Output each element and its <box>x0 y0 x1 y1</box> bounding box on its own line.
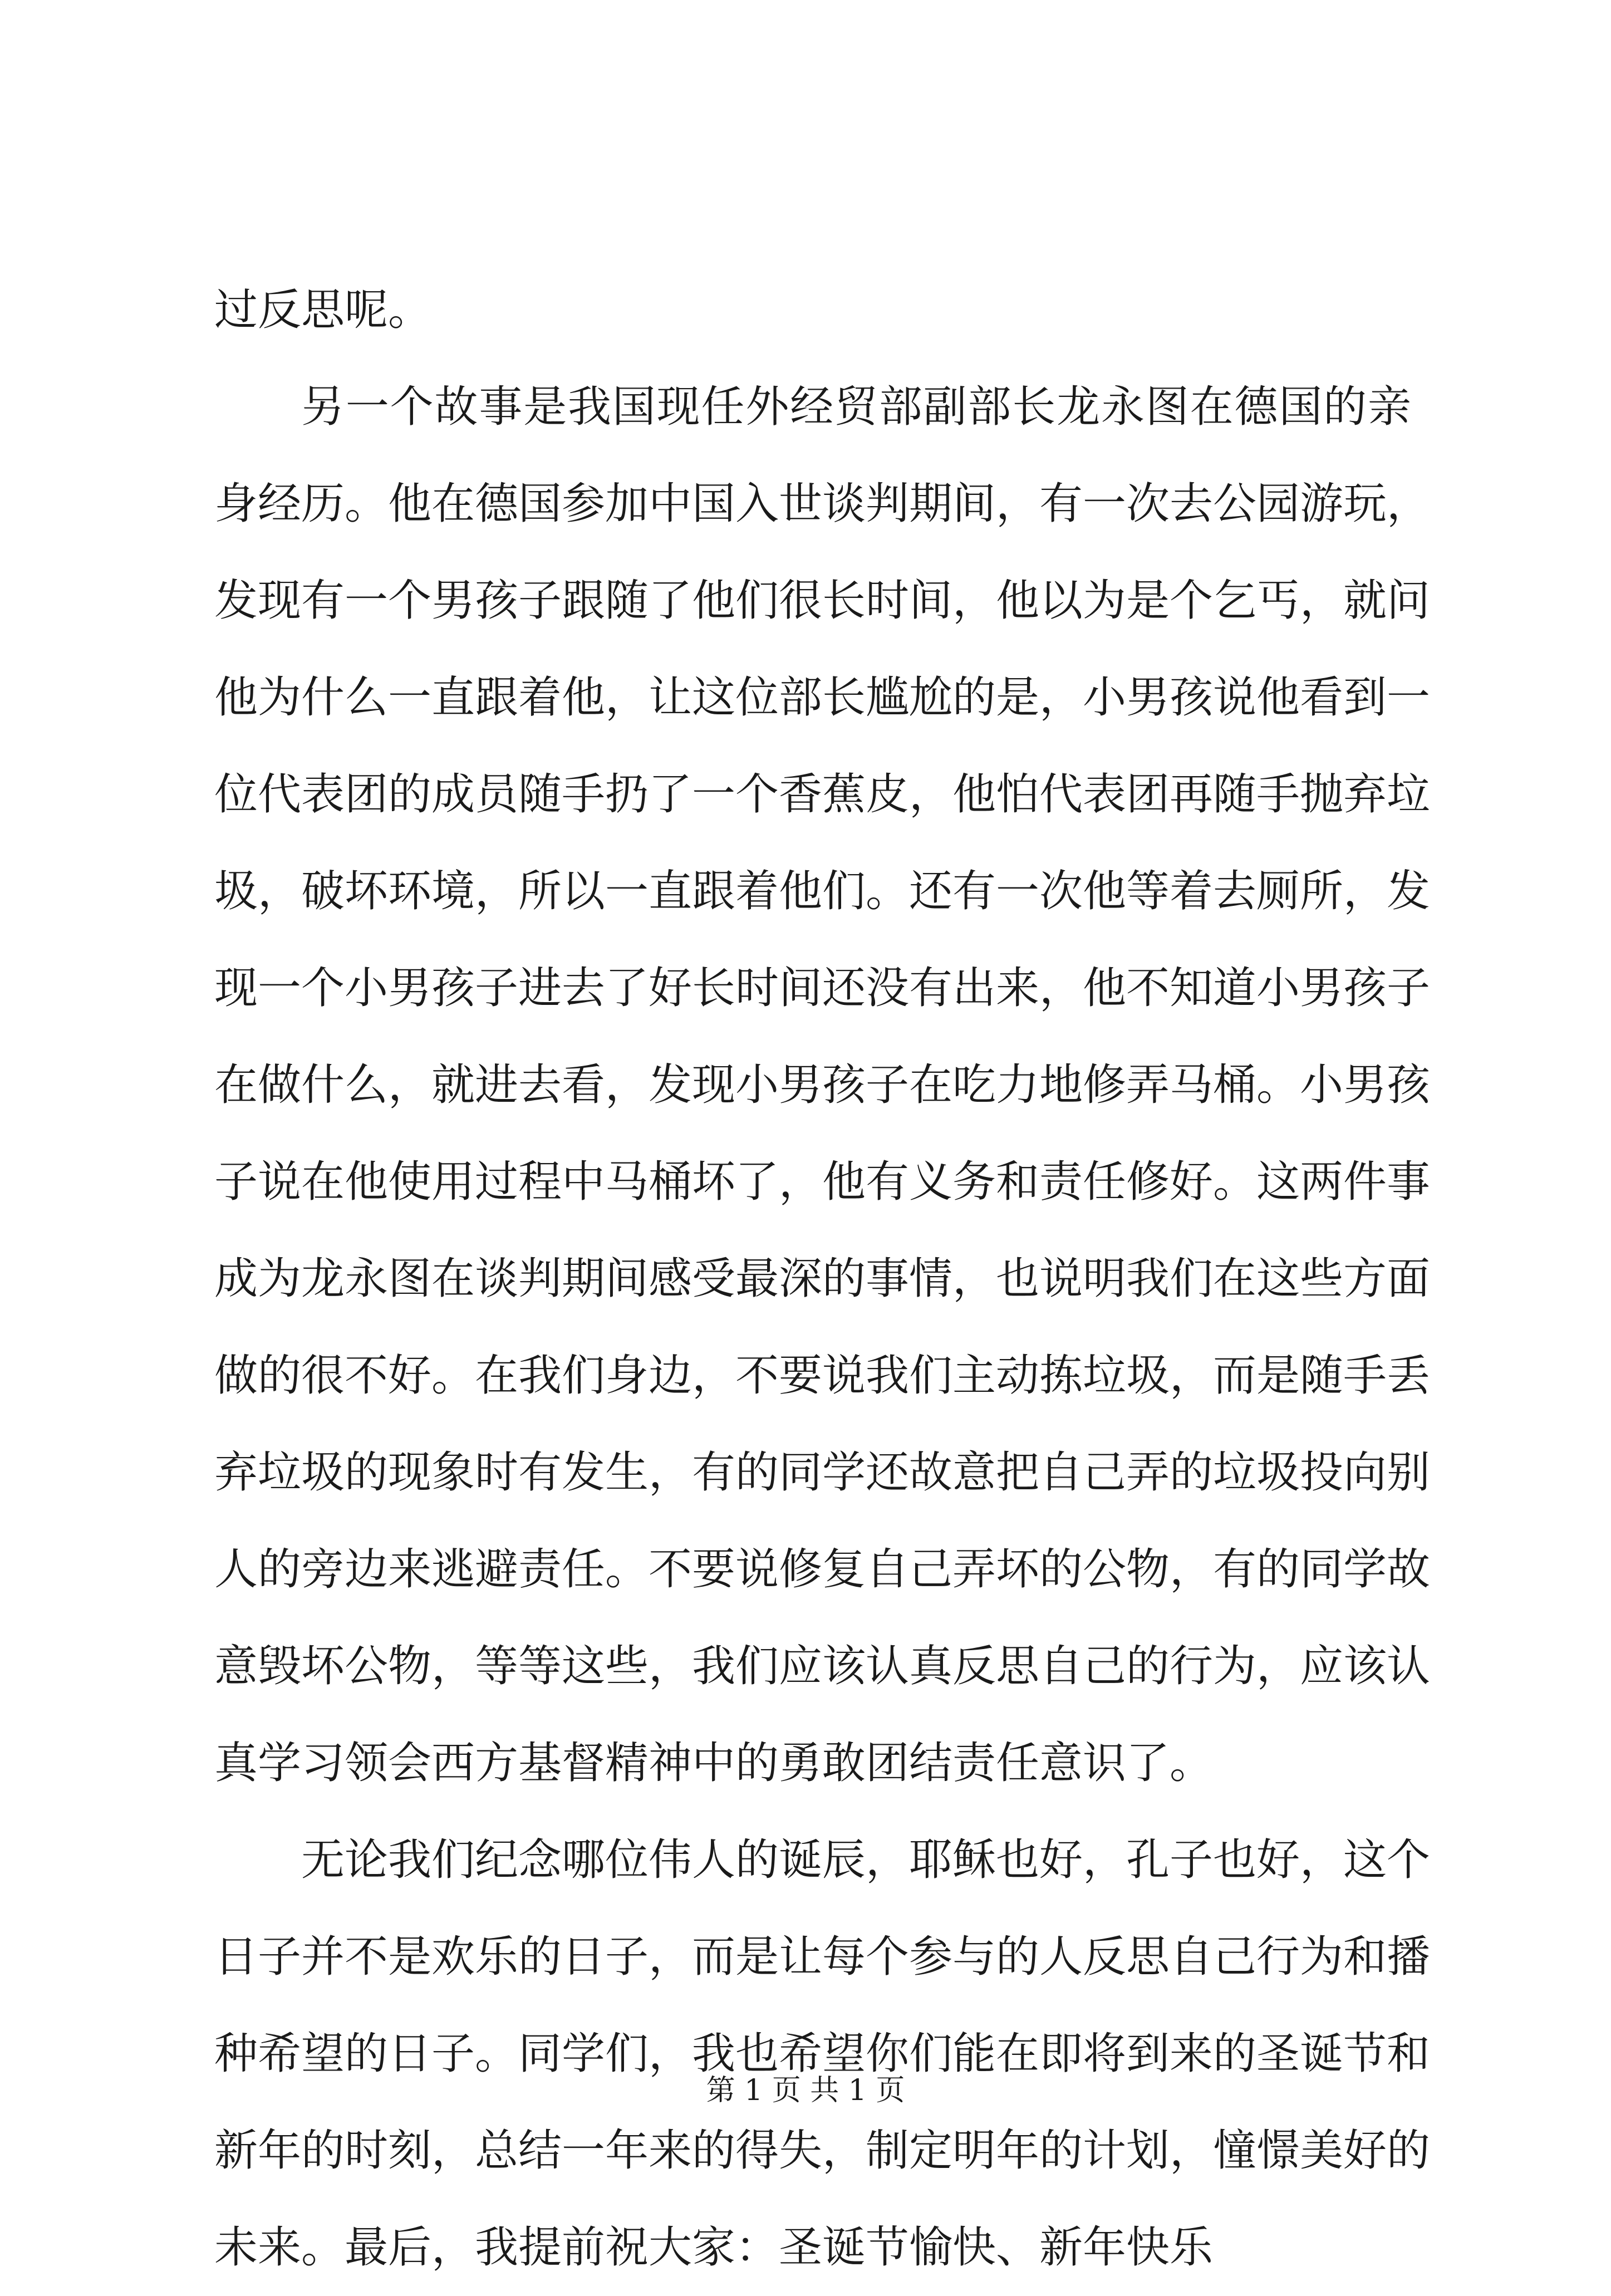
page-footer <box>0 2071 1611 2110</box>
paragraph-line: 另一个故事是我国现任外经贸部副部长龙永图在德国的亲 <box>301 382 1411 432</box>
paragraph-line: 现一个小男孩子进去了好长时间还没有出来，他不知道小男孩子 <box>214 963 1431 1013</box>
paragraph-line: 意毁坏公物，等等这些，我们应该认真反思自己的行为，应该认 <box>214 1641 1431 1691</box>
paragraph-line: 他为什么一直跟着他，让这位部长尴尬的是，小男孩说他看到一 <box>214 673 1431 723</box>
paragraph-2 <box>214 359 1431 1812</box>
paragraph-line: 人的旁边来逃避责任。不要说修复自己弄坏的公物，有的同学故 <box>214 1544 1431 1595</box>
paragraph-line: 新年的时刻，总结一年来的得失，制定明年的计划，憧憬美好的 <box>214 2126 1431 2176</box>
paragraph-line: 成为龙永图在谈判期间感受最深的事情，也说明我们在这些方面 <box>214 1254 1431 1304</box>
paragraph-line: 在做什么，就进去看，发现小男孩子在吃力地修弄马桶。小男孩 <box>214 1060 1431 1110</box>
document-body <box>214 262 1431 2296</box>
paragraph-3 <box>214 1812 1431 2296</box>
page-number-label: 第 1 页 共 1 页 <box>706 2074 905 2107</box>
paragraph-line: 身经历。他在德国参加中国入世谈判期间，有一次去公园游玩， <box>214 479 1431 529</box>
paragraph-line: 做的很不好。在我们身边，不要说我们主动拣垃圾，而是随手丢 <box>214 1351 1431 1401</box>
paragraph-line: 日子并不是欢乐的日子，而是让每个参与的人反思自己行为和播 <box>214 1932 1431 1982</box>
paragraph-line: 圾，破坏环境，所以一直跟着他们。还有一次他等着去厕所，发 <box>214 866 1431 916</box>
paragraph-line: 位代表团的成员随手扔了一个香蕉皮，他怕代表团再随手抛弃垃 <box>214 769 1431 820</box>
paragraph-line: 未来。最后，我提前祝大家：圣诞节愉快、新年快乐 <box>214 2223 1214 2273</box>
paragraph-1 <box>214 262 1411 359</box>
paragraph-line: 真学习领会西方基督精神中的勇敢团结责任意识了。 <box>214 1738 1214 1788</box>
paragraph-line: 无论我们纪念哪位伟人的诞辰，耶稣也好，孔子也好，这个 <box>301 1835 1431 1885</box>
paragraph-line: 子说在他使用过程中马桶坏了，他有义务和责任修好。这两件事 <box>214 1157 1431 1207</box>
paragraph-line: 发现有一个男孩子跟随了他们很长时间，他以为是个乞丐，就问 <box>214 576 1431 626</box>
paragraph-line: 种希望的日子。同学们，我也希望你们能在即将到来的圣诞节和 <box>214 2029 1431 2079</box>
paragraph-line: 过反思呢。 <box>214 285 432 335</box>
paragraph-line: 弃垃圾的现象时有发生，有的同学还故意把自己弄的垃圾投向别 <box>214 1448 1431 1498</box>
